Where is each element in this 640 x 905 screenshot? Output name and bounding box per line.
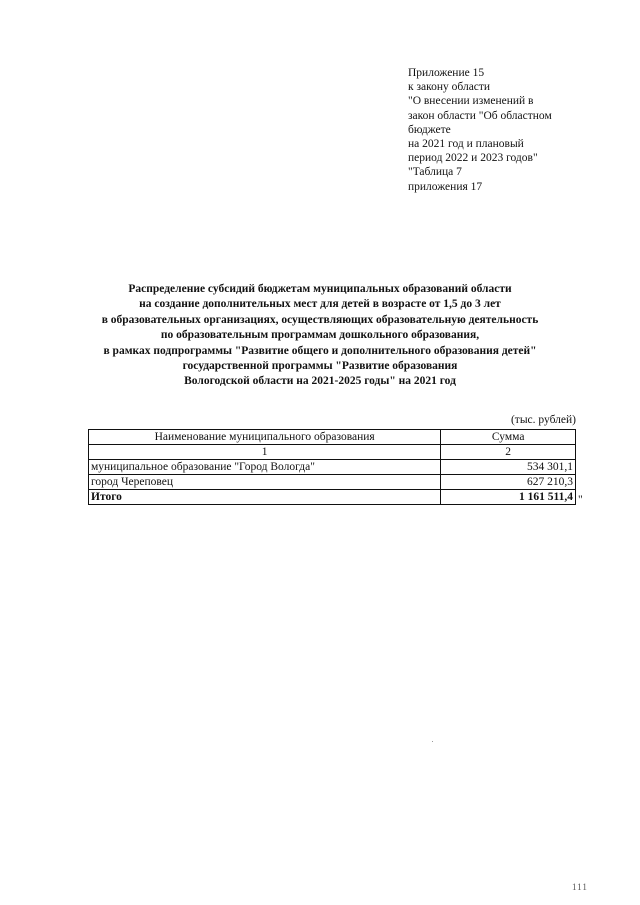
- header-name: Наименование муниципального образования: [89, 430, 441, 445]
- table-header-row: [89, 430, 576, 445]
- appendix-line: закон области "Об областном: [408, 109, 552, 122]
- title-line: по образовательным программам дошкольного образования,: [160, 329, 480, 342]
- closing-quote: ": [578, 494, 583, 506]
- table-row: [89, 460, 576, 475]
- appendix-line: "Таблица 7: [408, 166, 462, 179]
- title-line: в образовательных организациях, осуществляющих образовательную деятельность: [101, 313, 539, 326]
- appendix-line: к закону области: [408, 81, 491, 94]
- title-line: Вологодской области на 2021-2025 годы" на 2021 год: [184, 375, 456, 388]
- appendix-line: бюджете: [408, 123, 451, 136]
- appendix-line: Приложение 15: [408, 67, 485, 79]
- total-label: Итого: [89, 490, 441, 505]
- column-number: 1: [89, 445, 441, 460]
- units-label: (тыс. рублей): [510, 414, 576, 426]
- total-row: [89, 490, 576, 505]
- title-line: в рамках подпрограммы "Развитие общего и дополнительного образования детей": [103, 344, 537, 357]
- subsidy-amount: 627 210,3: [441, 475, 576, 490]
- column-number: 2: [441, 445, 576, 460]
- appendix-line: на 2021 год и плановый: [408, 138, 524, 151]
- title-line: на создание дополнительных мест для детей в возрасте от 1,5 до 3 лет: [139, 298, 501, 311]
- total-amount: 1 161 511,4: [441, 490, 576, 505]
- column-number-row: [89, 445, 576, 460]
- title-line: Распределение субсидий бюджетам муниципальных образований области: [128, 283, 512, 295]
- municipality-name: муниципальное образование "Город Вологда": [89, 460, 441, 475]
- subsidy-table: [88, 429, 576, 505]
- municipality-name: город Череповец: [89, 475, 441, 490]
- appendix-line: "О внесении изменений в: [408, 95, 534, 108]
- appendix-line: период 2022 и 2023 годов": [408, 152, 538, 165]
- table-row: [89, 475, 576, 490]
- header-sum: Сумма: [441, 430, 576, 445]
- appendix-header: [408, 66, 598, 194]
- scan-speck: [432, 741, 433, 742]
- appendix-line: приложения 17: [408, 180, 483, 193]
- subsidy-amount: 534 301,1: [441, 460, 576, 475]
- title-line: государственной программы "Развитие образования: [182, 360, 458, 373]
- page-number: 111: [572, 882, 588, 892]
- document-title: [60, 282, 580, 390]
